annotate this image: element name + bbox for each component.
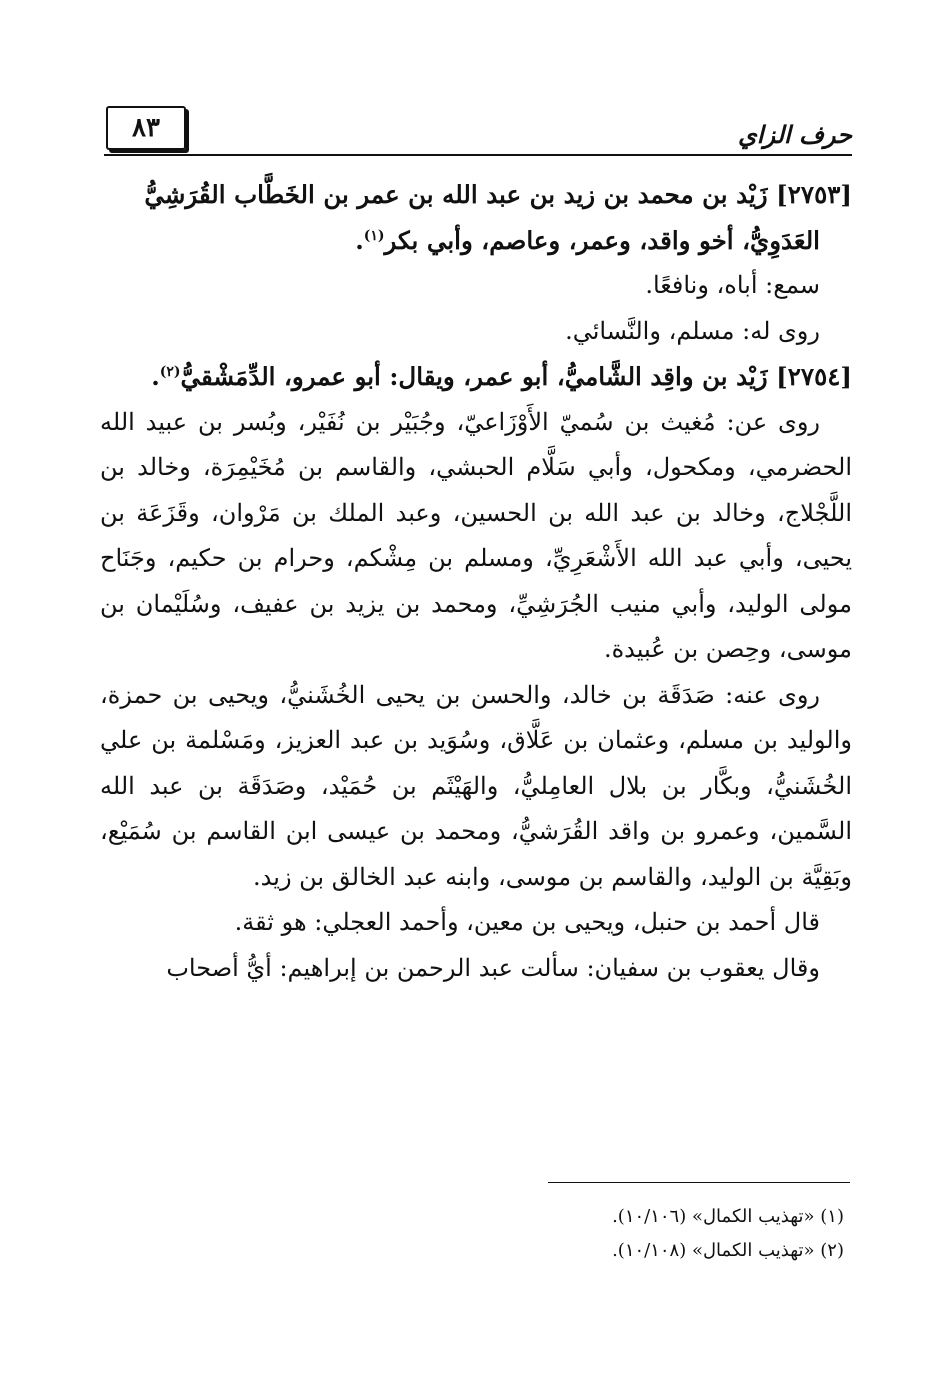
header-rule xyxy=(104,154,852,156)
page-number: ٨٣ xyxy=(106,106,186,150)
entry-2753-heard-from: سمع: أباه، ونافعًا. xyxy=(645,271,820,299)
entry-2754-grading: قال أحمد بن حنبل، ويحيى بن معين، وأحمد العجلي: هو ثقة. xyxy=(234,908,820,936)
entry-2753-heading xyxy=(100,172,852,218)
footnotes xyxy=(100,1200,844,1268)
footnote-ref-1: (١) xyxy=(363,227,385,244)
running-head: حرف الزاي xyxy=(738,120,852,149)
entry-2754-heading-end: . xyxy=(151,362,160,391)
entry-2754-yaqub-quote: وقال يعقوب بن سفيان: سألت عبد الرحمن بن إبراهيم: أيُّ أصحاب xyxy=(166,953,820,982)
footnote-1: (١) «تهذيب الكمال» (١٠/١٠٦). xyxy=(612,1206,844,1227)
entry-2753-narrated-by: روى له: مسلم، والنَّسائي. xyxy=(565,316,820,345)
page-header xyxy=(100,100,852,158)
entry-2753-heading-end: . xyxy=(355,225,364,255)
footnote-2: (٢) «تهذيب الكمال» (١٠/١٠٨). xyxy=(612,1240,844,1261)
entry-2754-teachers: روى عن: مُغيث بن سُميّ الأَوْزَاعيّ، وجُبَيْر بن نُفَيْر، وبُسر بن عبيد الله الحضرمي، ومكحول، وأبي سَلَّام الحبشي، والقاسم بن مُخَيْمِرَة، وخالد بن اللَّجْلاج، وخالد بن عبد الله بن الحسين، وعبد الملك بن مَرْوان، وقَزَعَة بن يحيى، وأبي عبد الله الأَشْعَرِيِّ، ومسلم بن مِشْكم، وحرام بن حكيم، وجَنَاح مولى الوليد، وأبي منيب الجُرَشِيِّ، ومحمد بن يزيد بن عفيف، وسُلَيْمان بن موسى، وحِصن بن عُبيدة. xyxy=(100,407,853,663)
main-text xyxy=(100,172,852,991)
entry-2753-heading-cont xyxy=(100,218,852,264)
footnote-rule xyxy=(548,1182,850,1183)
entry-2753-heading-line2: العَدَوِيُّ، أخو واقد، وعمر، وعاصم، وأبي بكر xyxy=(384,225,820,255)
entry-2754-students: روى عنه: صَدَقَة بن خالد، والحسن بن يحيى الخُشَنيُّ، ويحيى بن حمزة، والوليد بن مسلم، وعثمان بن عَلَّاق، وسُوَيد بن عبد العزيز، ومَسْلمة بن علي الخُشَنيُّ، وبكَّار بن بلال العامِليُّ، والهَيْثَم بن حُمَيْد، وصَدَقَة بن عبد الله السَّمين، وعمرو بن واقد القُرَشيُّ، ومحمد بن عيسى ابن القاسم بن سُمَيْع، وبَقِيَّة بن الوليد، والقاسم بن موسى، وابنه عبد الخالق بن زيد. xyxy=(100,680,852,891)
entry-2753-heading-line1: [٢٧٥٣] زَيْد بن محمد بن زيد بن عبد الله بن عمر بن الخَطَّاب القُرَشِيُّ xyxy=(144,180,852,209)
footnote-ref-2: (٢) xyxy=(159,363,181,380)
entry-2754-heading xyxy=(100,354,852,400)
entry-2754-heading-line1: [٢٧٥٤] زَيْد بن واقِد الشَّاميُّ، أبو عمر، ويقال: أبو عمرو، الدِّمَشْقيُّ xyxy=(180,362,852,391)
